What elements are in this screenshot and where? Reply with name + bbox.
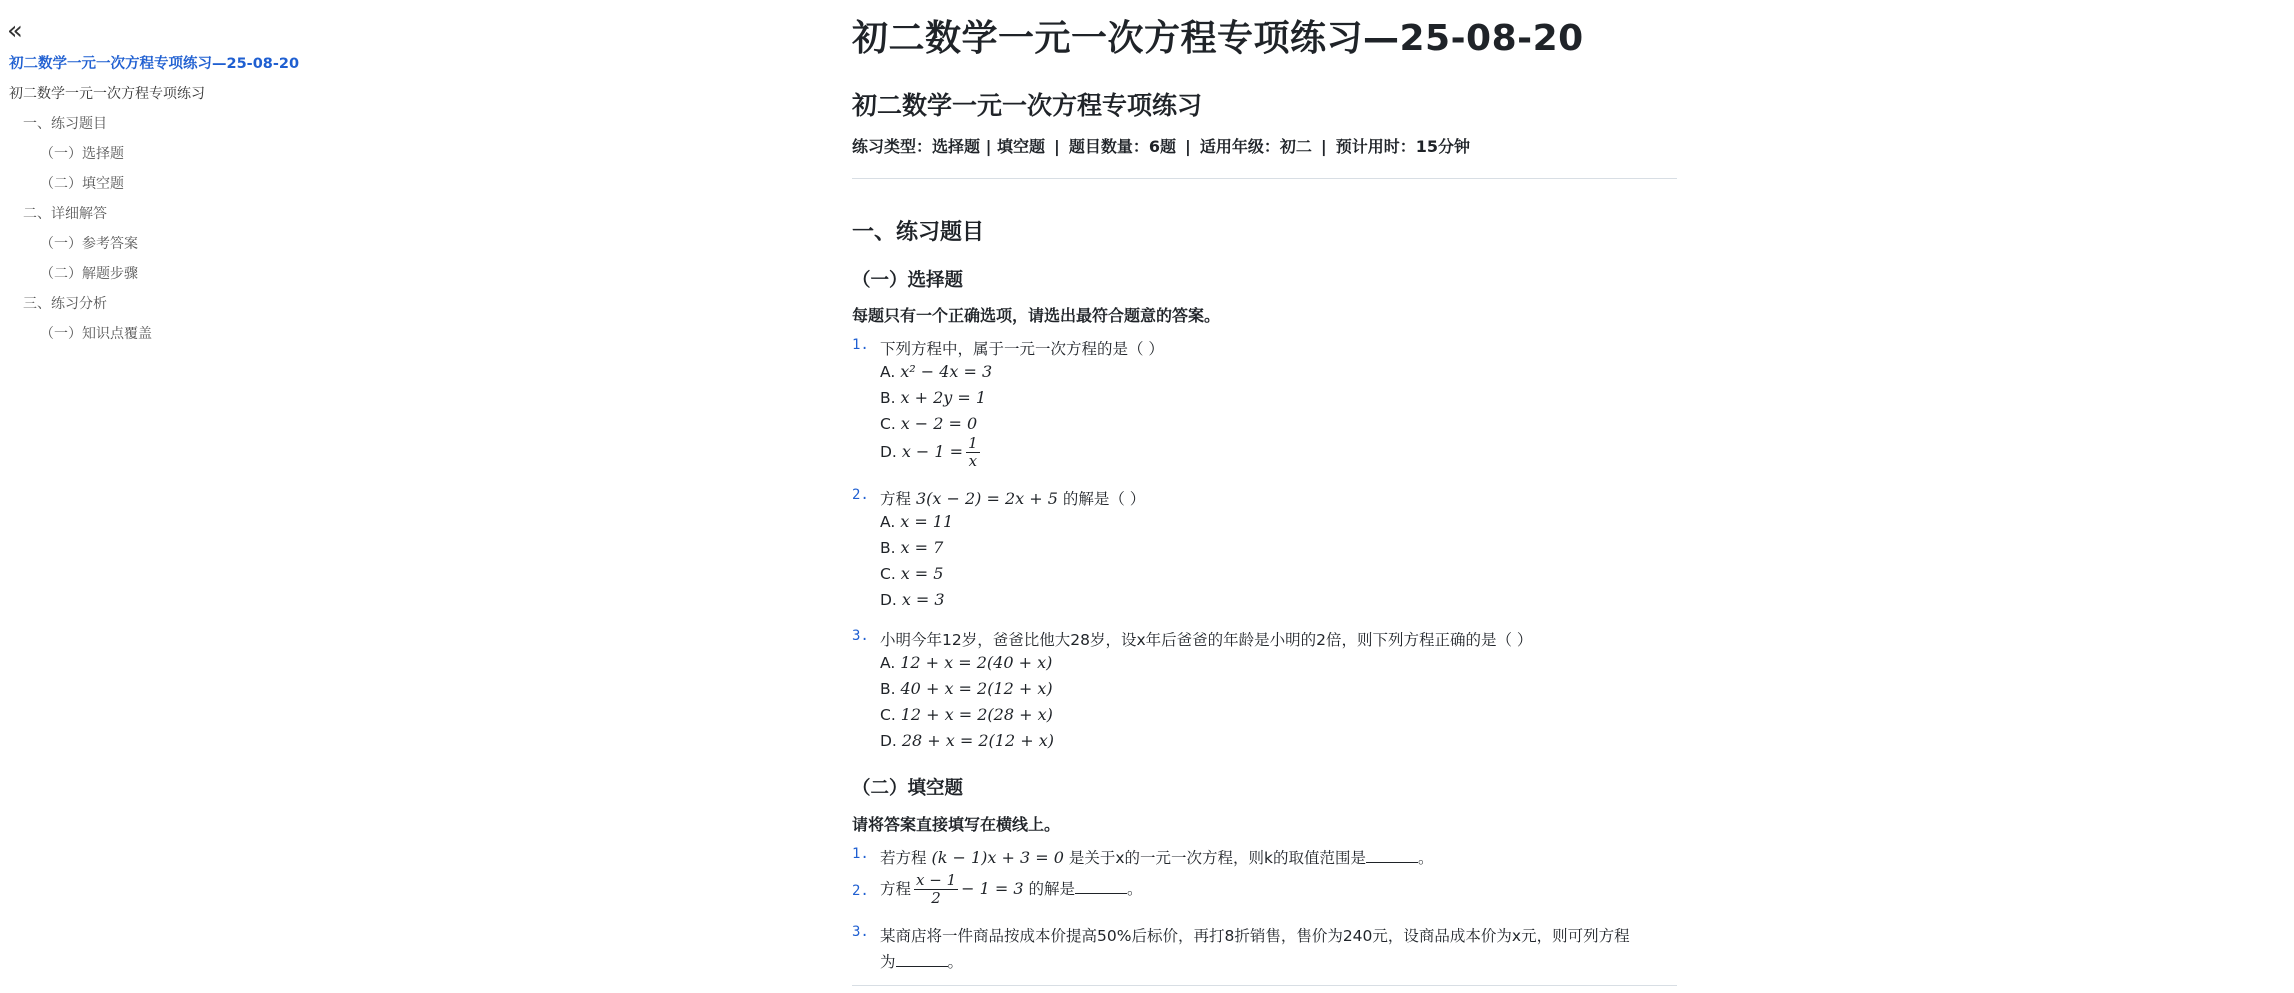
collapse-sidebar-icon[interactable]: « <box>7 16 23 46</box>
option-b: B. x + 2y = 1 <box>880 388 987 407</box>
question-text: 下列方程中，属于一元一次方程的是（ ） <box>880 340 1164 358</box>
option-c: C. x = 5 <box>880 564 944 583</box>
toc-item-section-3[interactable]: 三、练习分析 <box>23 296 107 312</box>
toc-item-choice[interactable]: （一）选择题 <box>40 146 124 162</box>
fill-instructions: 请将答案直接填写在横线上。 <box>852 815 1061 834</box>
fill-question-3-continued: 为 。 <box>880 953 964 971</box>
option-a: A. x = 11 <box>880 512 954 531</box>
toc-item-steps[interactable]: （二）解题步骤 <box>40 266 138 282</box>
meta-time: 预计用时：15分钟 <box>1335 137 1470 156</box>
question-text: 若方程 (k − 1)x + 3 = 0 是关于x的一元一次方程，则k的取值范围是 。 <box>880 848 1434 867</box>
option-a: A. 12 + x = 2(40 + x) <box>880 653 1053 672</box>
divider <box>852 985 1677 986</box>
question-number: 3. <box>852 924 869 940</box>
answer-blank <box>896 952 948 967</box>
toc-item-section-1[interactable]: 一、练习题目 <box>23 116 107 132</box>
toc-item-section-2[interactable]: 二、详细解答 <box>23 206 107 222</box>
question-number: 1. <box>852 846 869 862</box>
option-d: D. 28 + x = 2(12 + x) <box>880 731 1054 750</box>
option-a: A. x² − 4x = 3 <box>880 362 993 381</box>
question-text: 方程 $\frac{x - 1}{2}$ − 1 = 3 的解是 。 <box>880 871 1143 907</box>
toc-item-doc-title[interactable]: 初二数学一元一次方程专项练习—25-08-20 <box>9 56 300 72</box>
question-number: 3. <box>852 628 869 644</box>
section-heading-exercises: 一、练习题目 <box>852 220 985 245</box>
option-c: C. x − 2 = 0 <box>880 414 978 433</box>
page-title: 初二数学一元一次方程专项练习—25-08-20 <box>852 18 1584 59</box>
exercise-meta: 练习类型：选择题 | 填空题 | 题目数量：6题 | 适用年级：初二 | 预计用时：15分钟 <box>852 137 1470 156</box>
divider <box>852 178 1677 179</box>
question-number: 2. <box>852 883 869 899</box>
option-math: x² − 4x = 3 <box>900 362 993 381</box>
option-math: x + 2y = 1 <box>900 388 987 407</box>
toc-item-subtitle[interactable]: 初二数学一元一次方程专项练习 <box>9 86 205 102</box>
heading-choice: （一）选择题 <box>852 270 964 291</box>
toc-item-answers[interactable]: （一）参考答案 <box>40 236 138 252</box>
meta-type: 练习类型：选择题 | 填空题 <box>852 137 1045 156</box>
toc-item-knowledge[interactable]: （一）知识点覆盖 <box>40 326 152 342</box>
document-subtitle: 初二数学一元一次方程专项练习 <box>852 91 1203 120</box>
question-text: 某商店将一件商品按成本价提高50%后标价，再打8折销售，售价为240元，设商品成本价为x元，则可列方程 <box>880 927 1630 945</box>
heading-fill: （二）填空题 <box>852 778 964 799</box>
option-math: x − 2 = 0 <box>900 414 978 433</box>
option-b: B. x = 7 <box>880 538 944 557</box>
option-math: x − 1 = <box>901 442 964 461</box>
option-d: D. x − 1 = $\frac{1}{x}$ <box>880 434 978 470</box>
toc-item-fill[interactable]: （二）填空题 <box>40 176 124 192</box>
question-text: 方程 3(x − 2) = 2x + 5 的解是（ ） <box>880 489 1146 508</box>
question-text: 小明今年12岁，爸爸比他大28岁，设x年后爸爸的年龄是小明的2倍，则下列方程正确的是（ ） <box>880 631 1533 649</box>
meta-grade: 适用年级：初二 <box>1199 137 1312 156</box>
answer-blank <box>1075 879 1127 894</box>
option-b: B. 40 + x = 2(12 + x) <box>880 679 1053 698</box>
question-number: 1. <box>852 337 869 353</box>
choice-instructions: 每题只有一个正确选项，请选出最符合题意的答案。 <box>852 306 1221 325</box>
option-c: C. 12 + x = 2(28 + x) <box>880 705 1053 724</box>
answer-blank <box>1366 848 1418 863</box>
option-d: D. x = 3 <box>880 590 945 609</box>
fraction: $\frac{1}{x}$ <box>968 434 978 470</box>
meta-count: 题目数量：6题 <box>1068 137 1176 156</box>
fraction: $\frac{x - 1}{2}$ <box>916 871 957 907</box>
question-number: 2. <box>852 487 869 503</box>
